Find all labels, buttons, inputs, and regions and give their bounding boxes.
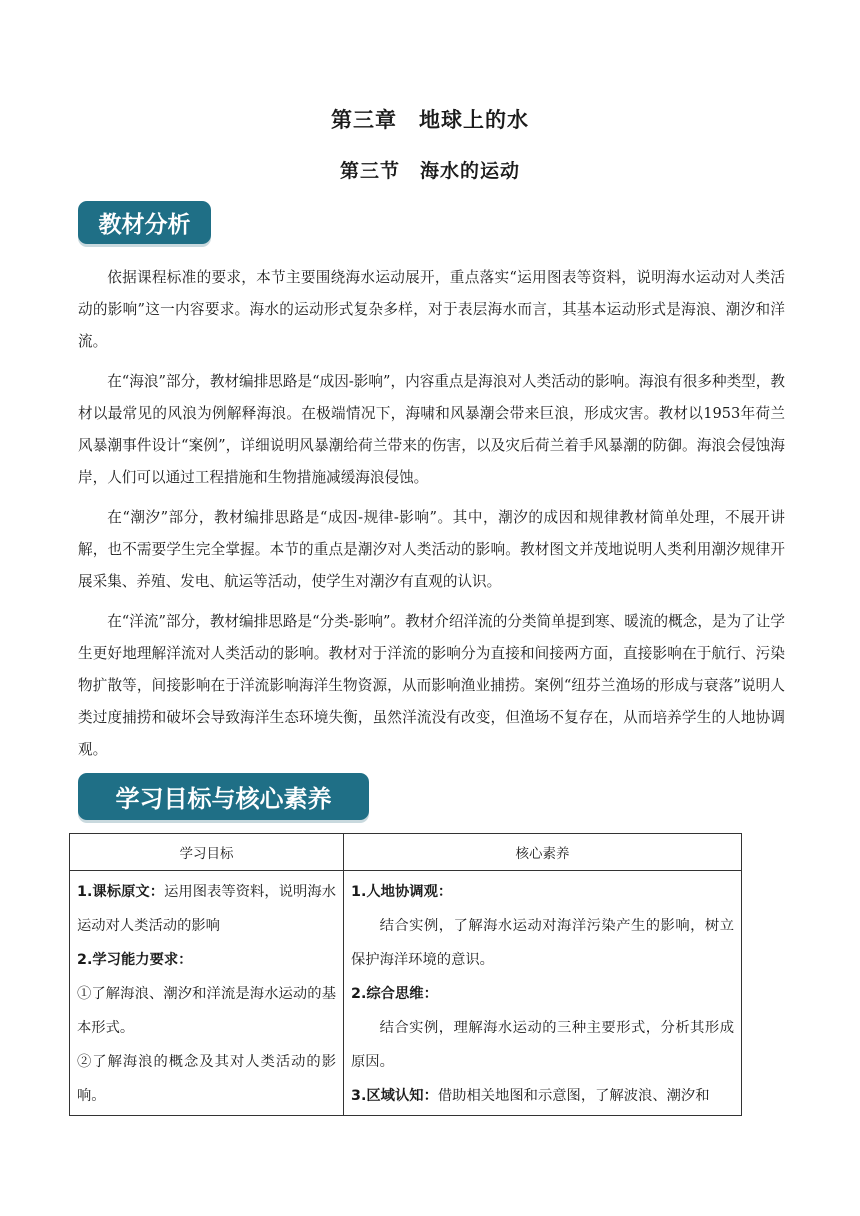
chapter-title: 第三章 地球上的水: [331, 108, 529, 132]
analysis-banner: 教材分析: [78, 201, 211, 244]
paragraph-tides: 在“潮汐”部分，教材编排思路是“成因-规律-影响”。其中，潮汐的成因和规律教材简单处理，不展开讲解，也不需要学生完全掌握。本节的重点是潮汐对人类活动的影响。教材图文并茂地说明人类利用潮汐规律开展采集、养殖、发电、航运等活动，使学生对潮汐有直观的认识。: [78, 509, 785, 590]
paragraph-intro: 依据课程标准的要求，本节主要围绕海水运动展开，重点落实“运用图表等资料，说明海水运动对人类活动的影响”这一内容要求。海水的运动形式复杂多样，对于表层海水而言，其基本运动形式是海浪、潮汐和洋流。: [78, 269, 785, 350]
objectives-table: [69, 833, 742, 1116]
literacy-2-heading: 2.综合思维：: [351, 986, 438, 1002]
table-row: [70, 871, 742, 1116]
literacy-1-text: 结合实例，了解海水运动对海洋污染产生的影响，树立保护海洋环境的意识。: [351, 918, 734, 968]
goal-1-heading: 1.课标原文：: [77, 884, 165, 900]
goal-1-text: 运用图表等资料，说明海水运动对人类活动的影响: [77, 884, 336, 934]
table-header-row: [70, 834, 742, 871]
header-learning-goals: 学习目标: [70, 834, 344, 871]
objectives-banner: 学习目标与核心素养: [78, 773, 369, 820]
goal-2-heading: 2.学习能力要求：: [77, 952, 193, 968]
literacy-3-heading: 3.区域认知：: [351, 1088, 438, 1104]
learning-goals-cell: [70, 871, 344, 1116]
header-core-literacy: 核心素养: [344, 834, 742, 871]
literacy-2-text: 结合实例，理解海水运动的三种主要形式，分析其形成原因。: [351, 1020, 734, 1070]
goal-2-item-b: ②了解海浪的概念及其对人类活动的影响。: [77, 1054, 336, 1104]
paragraph-currents: 在“洋流”部分，教材编排思路是“分类-影响”。教材介绍洋流的分类简单提到寒、暖流的概念，是为了让学生更好地理解洋流对人类活动的影响。教材对于洋流的影响分为直接和间接两方面，直接影响在于航行、污染物扩散等，间接影响在于洋流影响海洋生物资源，从而影响渔业捕捞。案例“纽芬兰渔场的形成与衰落”说明人类过度捕捞和破坏会导致海洋生态环境失衡，虽然洋流没有改变，但渔场不复存在，从而培养学生的人地协调观。: [78, 613, 785, 758]
goal-2-item-a: ①了解海浪、潮汐和洋流是海水运动的基本形式。: [77, 986, 336, 1036]
section-title: 第三节 海水的运动: [339, 160, 520, 182]
literacy-1-heading: 1.人地协调观：: [351, 884, 453, 900]
paragraph-waves: 在“海浪”部分，教材编排思路是“成因-影响”，内容重点是海浪对人类活动的影响。海浪有很多种类型，教材以最常见的风浪为例解释海浪。在极端情况下，海啸和风暴潮会带来巨浪，形成灾害。教材以1953年荷兰风暴潮事件设计“案例”，详细说明风暴潮给荷兰带来的伤害，以及灾后荷兰着手风暴潮的防御。海浪会侵蚀海岸，人们可以通过工程措施和生物措施减缓海浪侵蚀。: [78, 373, 785, 486]
literacy-3-text: 借助相关地图和示意图，了解波浪、潮汐和: [437, 1088, 710, 1104]
core-literacy-cell: [344, 871, 742, 1116]
